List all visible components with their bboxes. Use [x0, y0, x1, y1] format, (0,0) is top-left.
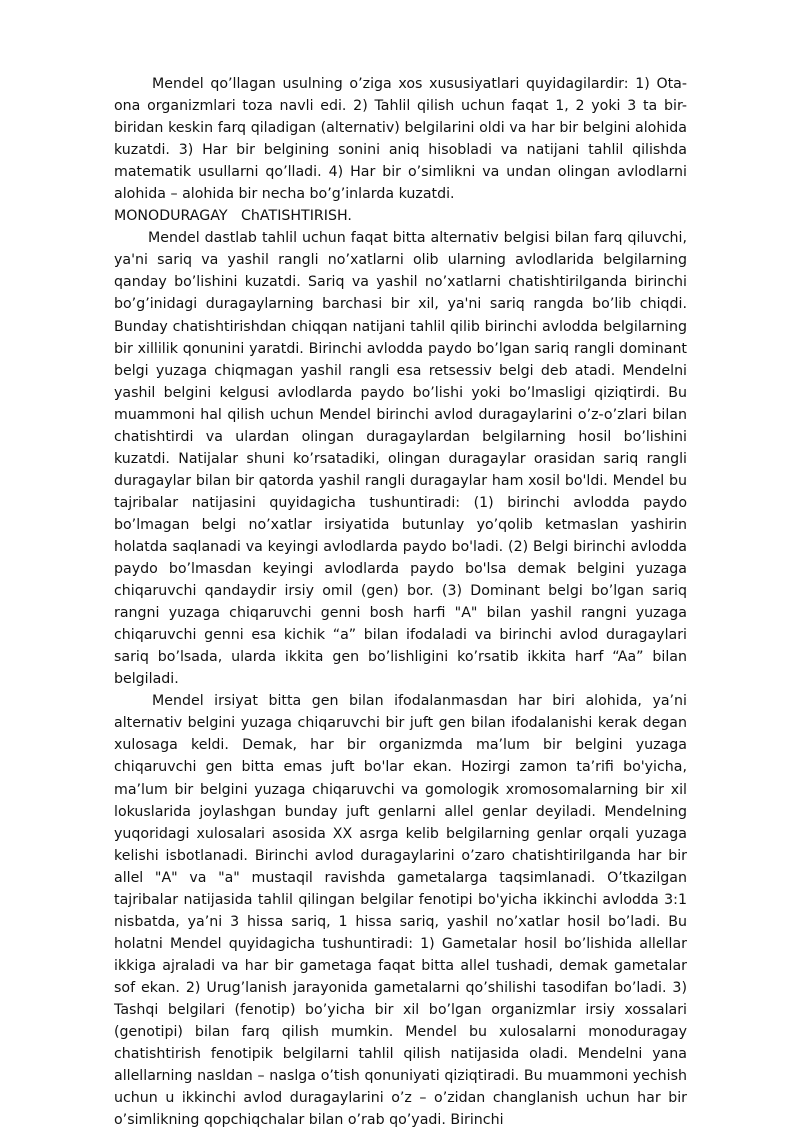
paragraph-mendel-method: Mendel qo’llagan usulning o’ziga xos xususiyatlari quyidagilardir: 1) Ota- ona organizmlari toza navli edi. 2) Tahlil qilish uchun faqat 1, 2 yoki 3 ta bir- biridan keskin farq qiladigan (alternativ) belgilarini oldi va har bir belgini alohida kuzatdi. 3) Har bir belgining sonini aniq hisobladi va natijani tahlil qilishda matematik usullarni qo’lladi. 4) Har bir o’simlikni va undan olingan avlodlarni alohida – alohida bir necha bo’g’inlarda kuzatdi. [114, 76, 687, 203]
paragraph-allele-pairs: Mendel irsiyat bitta gen bilan ifodalanmasdan har biri alohida, ya’ni alternativ belgini yuzaga chiqaruvchi bir juft gen bilan ifodalanishi kerak degan xulosaga keldi. Demak, har bir organizmda ma’lum bir belgini yuzaga chiqaruvchi gen bitta emas juft bo'lar ekan. Hozirgi zamon ta’rifi bo'yicha, ma’lum bir belgini yuzaga chiqaruvchi va gomologik xromosomalarning bir xil lokuslarida joylashgan bunday juft genlarni allel genlar deyiladi. Mendelning yuqoridagi xulosalari asosida XX asrga kelib belgilarning genlar orqali yuzaga kelishi isbotlanadi. Birinchi avlod duragaylarini o’zaro chatishtirilganda har bir allel "A" va "a" mustaqil ravishda gametalarga taqsimlanadi. O’tkazilgan tajribalar natijasida tahlil qilingan belgilar fenotipi bo'yicha ikkinchi avlodda 3:1 nisbatda, ya’ni 3 hissa sariq, 1 hissa sariq, yashil no’xatlar hosil bo’ladi. Bu holatni Mendel quyidagicha tushuntiradi: 1) Gametalar hosil bo’lishida allellar ikkiga ajraladi va har bir gametaga faqat bitta allel tushadi, demak gametalar sof ekan. 2) Urug’lanish jarayonida gametalarni qo’shilishi tasodifan bo’ladi. 3) Tashqi belgilari (fenotip) bo’yicha bir xil bo’lgan organizmlar irsiy xossalari (genotipi) bilan farq qilish mumkin. Mendel bu xulosalarni monoduragay chatishtirish fenotipik belgilarni tahlil qilish natijasida oladi. Mendelni yana allellarning nasldan – naslga o’tish qonuniyati qiziqtiradi. Bu muammoni yechish uchun u ikkinchi avlod duragaylarini o’z – o’zidan changlanish uchun har bir o’simlikning qopchiqchalar bilan o’rab qo’yadi. Birinchi [114, 693, 687, 1129]
paragraph-monohybrid-cross: Mendel dastlab tahlil uchun faqat bitta alternativ belgisi bilan farq qiluvchi, ya'ni sariq va yashil rangli no’xatlarni olib ularning avlodlarida belgilarning qanday bo’lishini kuzatdi. Sariq va yashil no’xatlarni chatishtirilganda birinchi bo’g’inidagi duragaylarning barchasi bir xil, ya'ni sariq rangda bo’lib chiqdi. Bunday chatishtirishdan chiqqan natijani tahlil qilib birinchi avlodda belgilarning bir xillilik qonunini yaratdi. Birinchi avlodda paydo bo’lgan sariq rangli dominant belgi yuzaga chiqmagan yashil rangli esa retsessiv belgi deb atadi. Mendelni yashil belgini kelgusi avlodlarda paydo bo’lishi yoki bo’lmasligi qiziqtirdi. Bu muammoni hal qilish uchun Mendel birinchi avlod duragaylarini o’z-o’zlari bilan chatishtirdi va ulardan olingan duragaylardan belgilarning hosil bo’lishini kuzatdi. Natijalar shuni ko’rsatadiki, olingan duragaylar orasidan sariq rangli duragaylar bilan bir qatorda yashil rangli duragaylar ham xosil bo'ldi. Mendel bu tajribalar natijasini quyidagicha tushuntiradi: (1) birinchi avlodda paydo bo’lmagan belgi no’xatlar irsiyatida butunlay yo’qolib ketmaslan yashirin holatda saqlanadi va keyingi avlodlarda paydo bo'ladi. (2) Belgi birinchi avlodda paydo bo’lmasdan keyingi avlodlarda paydo bo'lsa demak belgini yuzaga chiqaruvchi qandaydir irsiy omil (gen) bor. (3) Dominant belgi bo’lgan sariq rangni yuzaga chiqaruvchi genni bosh harfi "A" bilan yashil rangni yuzaga chiqaruvchi genni esa kichik “a” bilan ifodaladi va birinchi avlod duragaylari sariq bo’lsada, ularda ikkita gen bo’lishligini ko’rsatib ikkita harf “Aa” bilan belgiladi. [114, 230, 687, 688]
section-heading: MONODURAGAY ChATISHTIRISH. [114, 208, 352, 225]
